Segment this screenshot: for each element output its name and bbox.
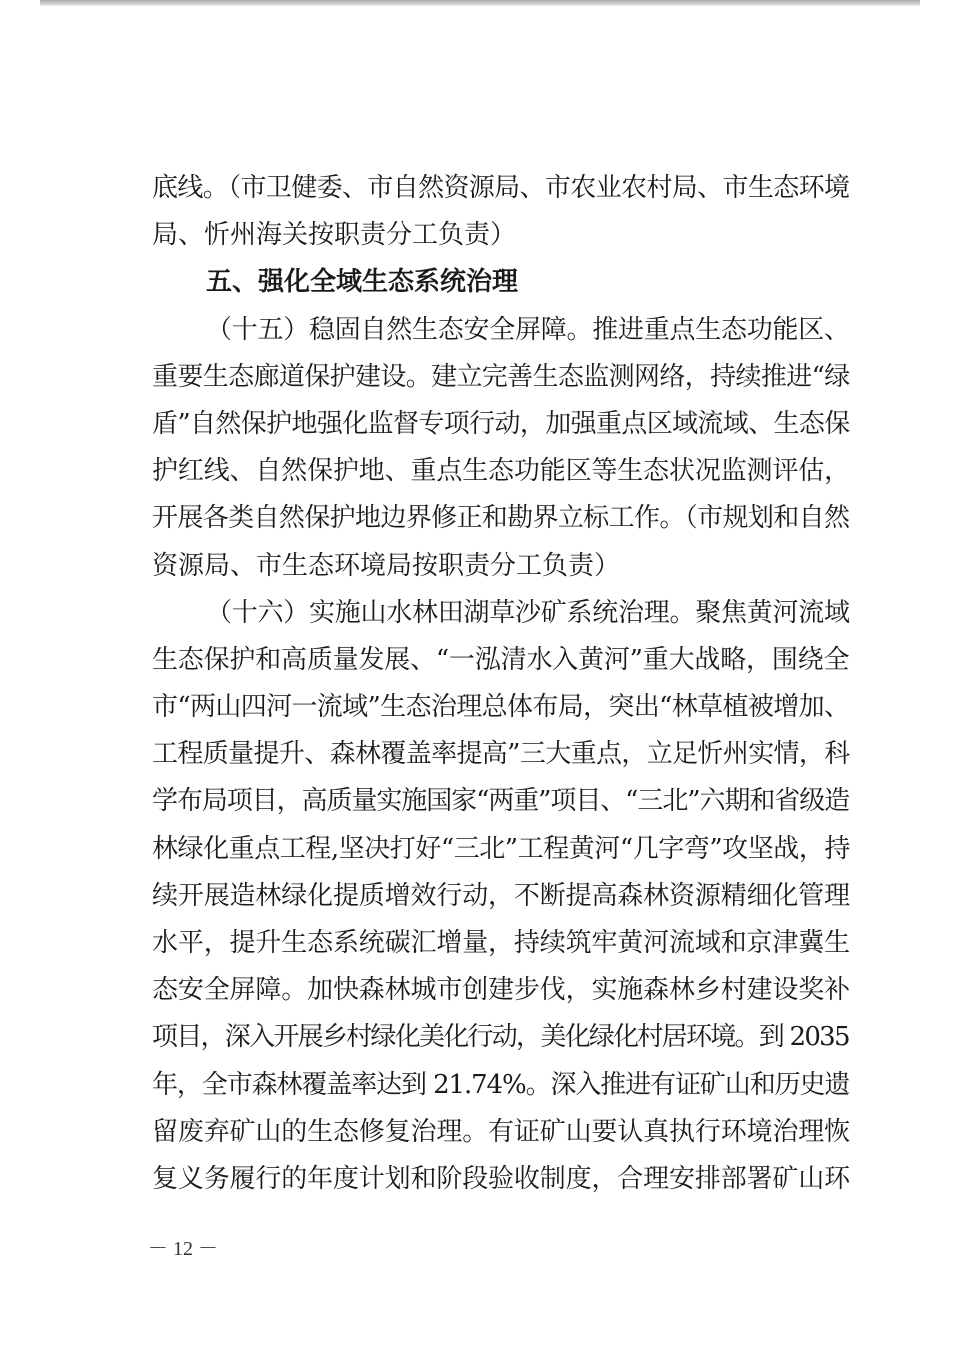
text-line: 底线。（市卫健委、市自然资源局、市农业农村局、市生态环境 [152, 173, 850, 203]
text-line: 资源局、市生态环境局按职责分工负责） [152, 550, 621, 581]
text-line: 项目，深入开展乡村绿化美化行动，美化绿化村居环境。到 2035 [152, 1022, 849, 1053]
scan-edge [40, 0, 920, 6]
text-line: 态安全屏障。加快森林城市创建步伐，实施森林乡村建设奖补 [152, 975, 850, 1006]
document-body [152, 165, 850, 1203]
text-line: 年，全市森林覆盖率达到 21.74%。深入推进有证矿山和历史遗 [152, 1069, 850, 1100]
text-line: 续开展造林绿化提质增效行动，不断提高森林资源精细化管理 [152, 880, 850, 911]
text-line: 工程质量提升、森林覆盖率提高”三大重点，立足忻州实情，科 [152, 739, 850, 770]
text-line: 留废弃矿山的生态修复治理。有证矿山要认真执行环境治理恢 [152, 1116, 850, 1147]
page-number: － 12 － [148, 1238, 218, 1260]
text-line: 复义务履行的年度计划和阶段验收制度，合理安排部署矿山环 [152, 1163, 850, 1194]
section-heading: 五、强化全域生态系统治理 [206, 267, 519, 298]
text-line: （十六）实施山水林田湖草沙矿系统治理。聚焦黄河流域 [206, 597, 850, 628]
text-line: 生态保护和高质量发展、“一泓清水入黄河”重大战略，围绕全 [152, 644, 850, 675]
text-line: 水平，提升生态系统碳汇增量，持续筑牢黄河流域和京津冀生 [152, 928, 850, 958]
text-line: 市“两山四河一流域”生态治理总体布局，突出“林草植被增加、 [152, 692, 850, 723]
text-line: 护红线、自然保护地、重点生态功能区等生态状况监测评估， [152, 456, 850, 487]
text-line: 学布局项目，高质量实施国家“两重”项目、“三北”六期和省级造 [152, 786, 850, 817]
text-line: 盾”自然保护地强化监督专项行动，加强重点区域流域、生态保 [152, 408, 850, 439]
text-line: 重要生态廊道保护建设。建立完善生态监测网络，持续推进“绿 [152, 361, 850, 392]
text-line: 开展各类自然保护地边界修正和勘界立标工作。（市规划和自然 [152, 503, 850, 534]
text-line: 林绿化重点工程,坚决打好“三北”工程黄河“几字弯”攻坚战，持 [152, 833, 850, 864]
text-line: 局、忻州海关按职责分工负责） [152, 220, 517, 251]
text-line: （十五）稳固自然生态安全屏障。推进重点生态功能区、 [206, 314, 850, 345]
